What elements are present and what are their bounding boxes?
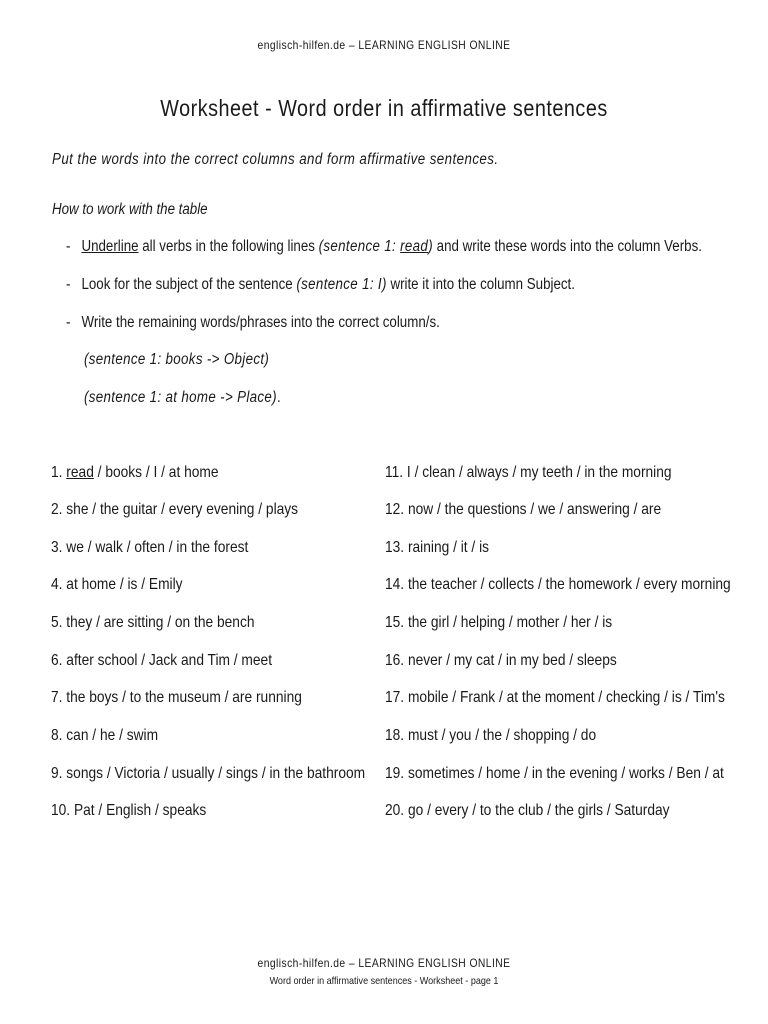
header-site-name: englisch-hilfen.de – LEARNING ENGLISH ONLINE: [257, 38, 511, 52]
example-object: (sentence 1: books -> Object): [84, 351, 270, 368]
exercise-6: 6. after school / Jack and Tim / meet: [51, 652, 273, 669]
footer-page-info: Word order in affirmative sentences - Worksheet - page 1: [269, 975, 499, 987]
example-place-text: (sentence 1: at home -> Place): [84, 389, 277, 406]
exercise-4: 4. at home / is / Emily: [51, 576, 183, 593]
bullet-example-close: ): [428, 238, 433, 255]
bullet-text: Look for the subject of the sentence: [81, 276, 297, 293]
bullet-item-subject: [66, 276, 575, 294]
exercise-11: 11. I / clean / always / my teeth / in the morning: [385, 464, 672, 481]
exercise-5: 5. they / are sitting / on the bench: [51, 614, 255, 631]
underline-keyword: Underline: [81, 238, 139, 255]
bullet-text: all verbs in the following lines: [138, 238, 319, 255]
bullet-dash: -: [66, 238, 71, 255]
exercise-1: [51, 464, 219, 482]
exercise-2: 2. she / the guitar / every evening / plays: [51, 501, 299, 518]
exercise-20: 20. go / every / to the club / the girls / Saturday: [385, 802, 670, 819]
exercise-14: 14. the teacher / collects / the homework / every morning: [385, 576, 731, 593]
page-title: Worksheet - Word order in affirmative sentences: [160, 95, 608, 121]
exercise-8: 8. can / he / swim: [51, 727, 159, 744]
exercise-10: 10. Pat / English / speaks: [51, 802, 207, 819]
exercise-18: 18. must / you / the / shopping / do: [385, 727, 597, 744]
exercise-19: 19. sometimes / home / in the evening / works / Ben / at: [385, 765, 724, 782]
exercise-1-number: 1.: [51, 464, 67, 481]
example-place: [84, 389, 281, 407]
footer-site-name: englisch-hilfen.de – LEARNING ENGLISH ONLINE: [257, 956, 511, 970]
bullet-example-open: (sentence 1:: [318, 238, 401, 255]
bullet-dash: -: [66, 276, 71, 293]
bullet-text: Write the remaining words/phrases into the correct column/s.: [81, 314, 440, 331]
bullet-example-word: read: [400, 238, 429, 255]
exercise-16: 16. never / my cat / in my bed / sleeps: [385, 652, 617, 669]
bullet-item-remaining: [66, 314, 440, 332]
bullet-item-underline: [66, 238, 702, 256]
bullet-text: and write these words into the column Verbs.: [432, 238, 702, 255]
exercise-7: 7. the boys / to the museum / are running: [51, 689, 302, 706]
exercise-13: 13. raining / it / is: [385, 539, 490, 556]
example-place-period: .: [276, 389, 282, 406]
exercise-9: 9. songs / Victoria / usually / sings / in the bathroom: [51, 765, 366, 782]
bullet-dash: -: [66, 314, 71, 331]
instruction-text: Put the words into the correct columns and form affirmative sentences.: [52, 151, 499, 168]
howto-heading: How to work with the table: [52, 201, 208, 218]
bullet-text: write it into the column Subject.: [386, 276, 575, 293]
exercise-12: 12. now / the questions / we / answering / are: [385, 501, 662, 518]
bullet-example: (sentence 1: I): [296, 276, 387, 293]
exercise-17: 17. mobile / Frank / at the moment / checking / is / Tim's: [385, 689, 725, 706]
exercise-1-verb: read: [66, 464, 94, 481]
exercise-1-rest: / books / I / at home: [93, 464, 219, 481]
exercise-3: 3. we / walk / often / in the forest: [51, 539, 249, 556]
exercise-15: 15. the girl / helping / mother / her / is: [385, 614, 613, 631]
